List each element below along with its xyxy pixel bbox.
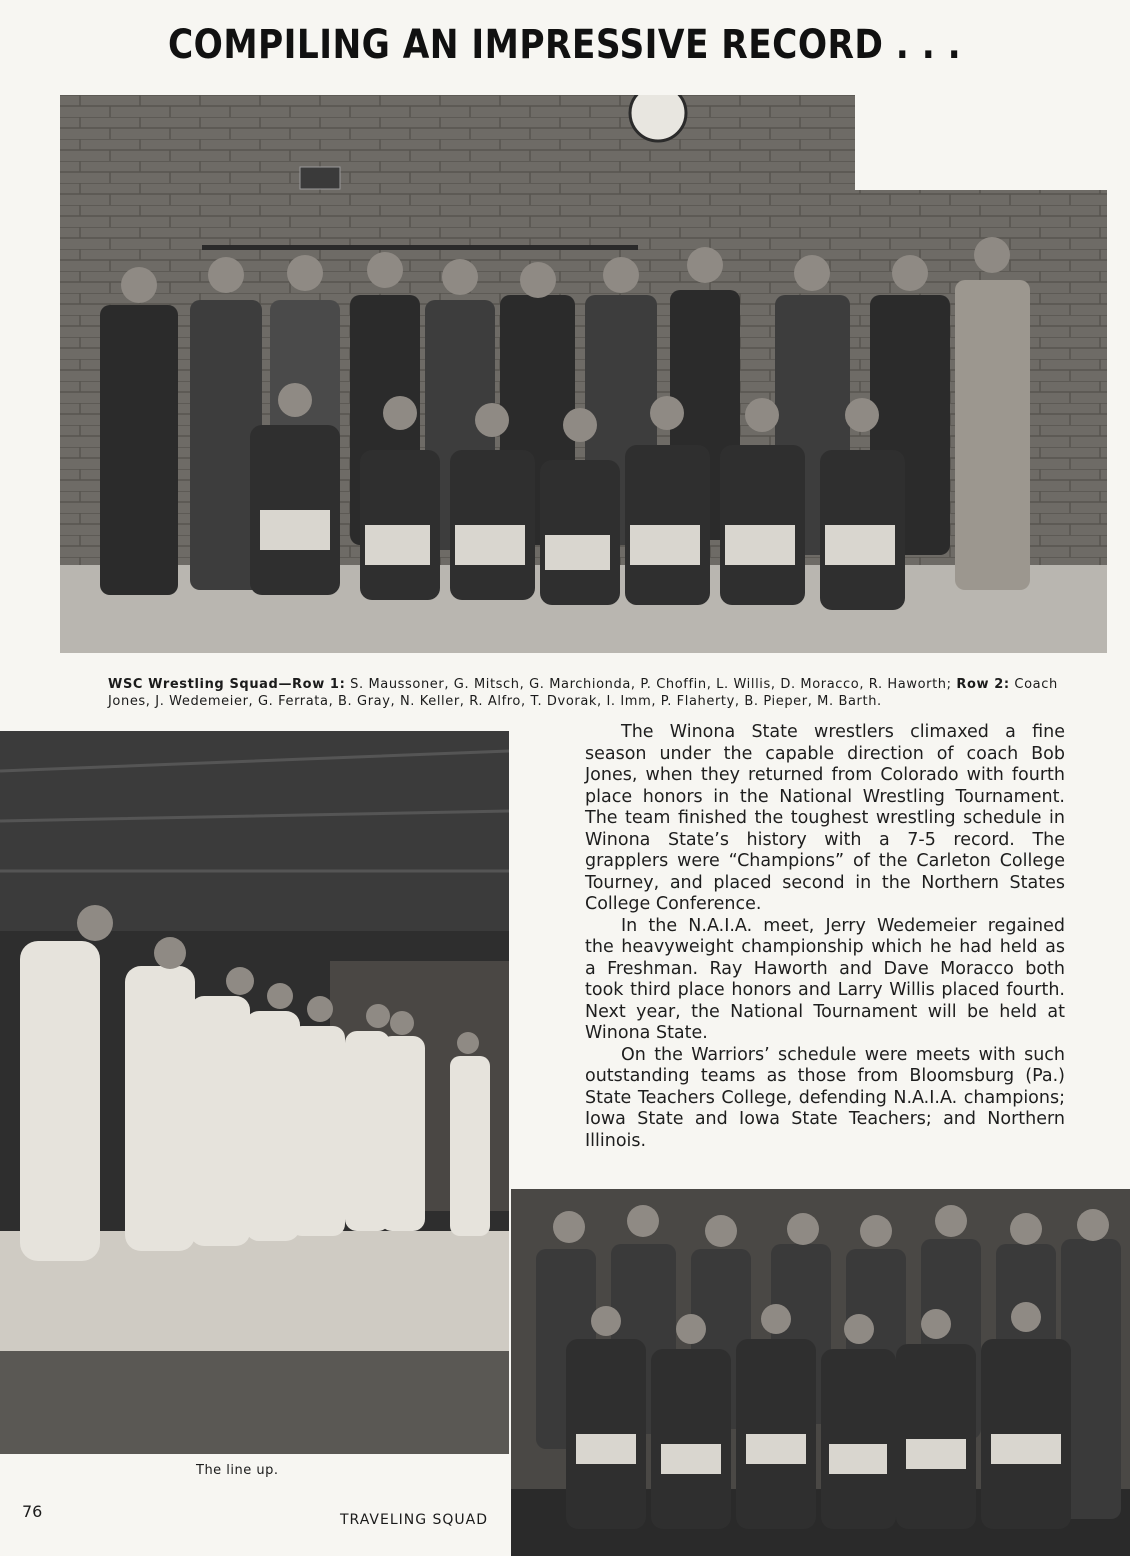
traveling-squad-caption: TRAVELING SQUAD [340,1512,489,1528]
caption-row2-label: Row 2: [956,677,1010,692]
page-number: 76 [22,1502,43,1521]
article-body [585,722,1065,1152]
article-paragraph: In the N.A.I.A. meet, Jerry Wedemeier regained the heavyweight championship which he had held as a Freshman. Ray Haworth and Dave Moracco both took third place honors and Larry Willis placed fourth. Next year, the National Tournament will be held at Winona State. [585,915,1065,1043]
article-paragraph: The Winona State wrestlers climaxed a fine season under the capable direction of coach Bob Jones, when they returned from Colorado with fourth place honors in the National Wrestling Tournament. The team finished the toughest wrestling schedule in Winona State’s history with a 7-5 record. The grapplers were “Champions” of the Carleton College Tourney, and placed second in the Northern States College Conference. [585,722,1065,914]
caption-row1-names: S. Maussoner, G. Mitsch, G. Marchionda, P. Choffin, L. Willis, D. Moracco, R. Haworth; [350,677,952,692]
line-up-caption: The line up. [196,1463,279,1478]
article-paragraph: On the Warriors’ schedule were meets with such outstanding teams as those from Bloomsburg (Pa.) State Teachers College, defending N.A.I.A. champions; Iowa State and Iowa State Teachers; and Northern Illinois. [585,1044,1065,1151]
page-headline: COMPILING AN IMPRESSIVE RECORD . . . [168,22,962,68]
caption-row2-names: Coach Jones, J. Wedemeier, G. Ferrata, B. Gray, N. Keller, R. Alfro, T. Dvorak, I. Imm, P. Flaherty, B. Pieper, M. Barth. [108,677,1058,709]
caption-row1-label: WSC Wrestling Squad—Row 1: [108,677,346,692]
traveling-squad-photo [511,1189,1130,1556]
wrestling-squad-team-photo [60,95,1107,653]
line-up-photo [0,731,509,1454]
team-photo-caption [108,676,1068,710]
